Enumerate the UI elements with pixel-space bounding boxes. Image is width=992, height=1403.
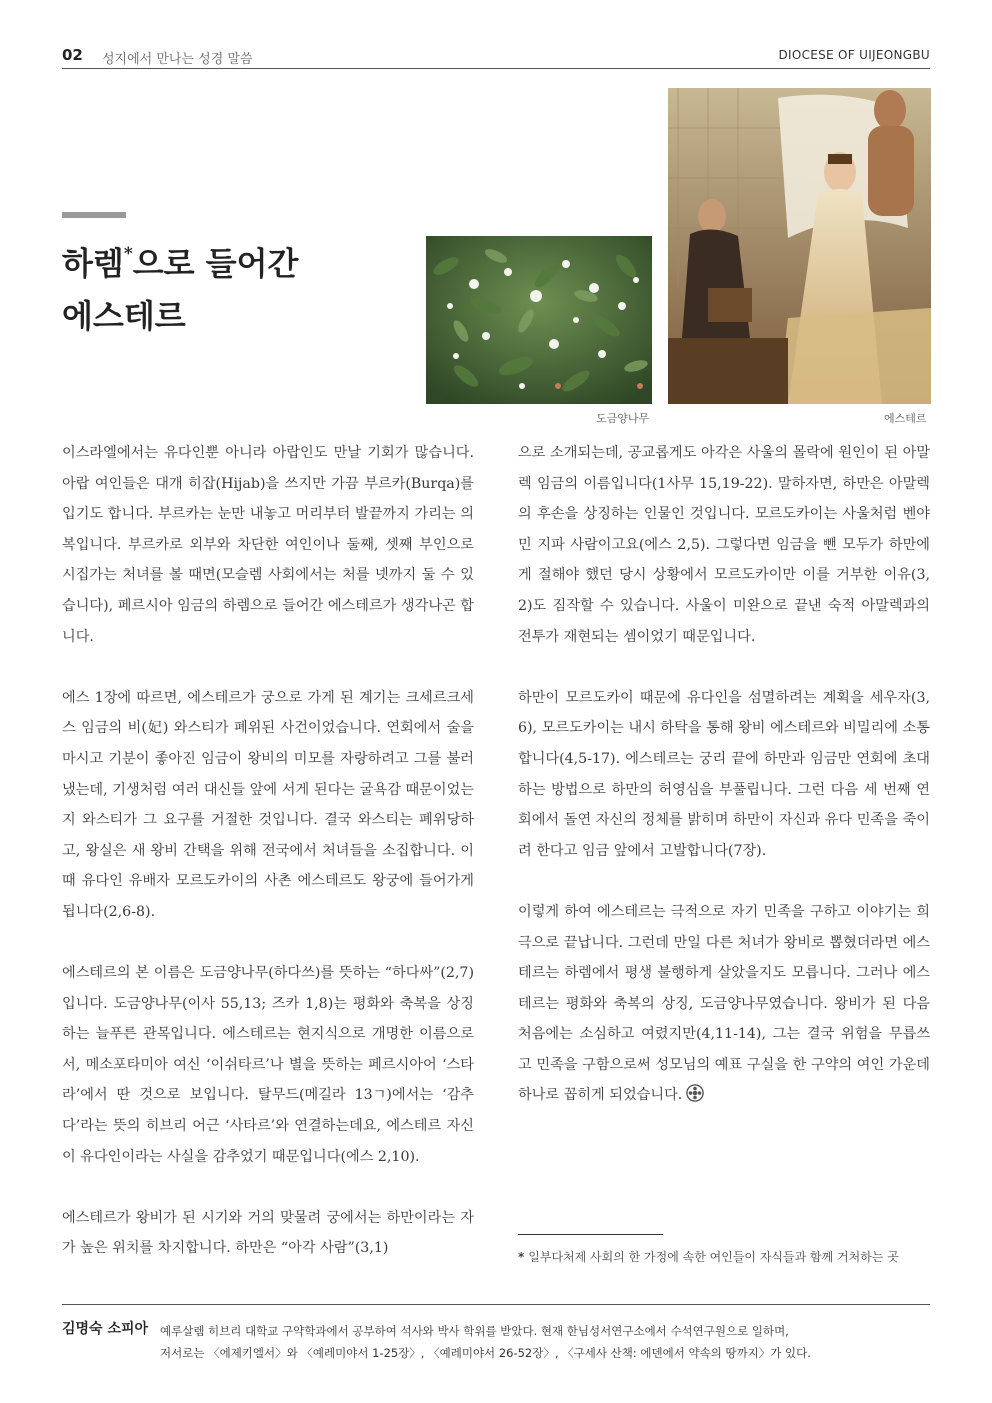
- paragraph: 하만이 모르도카이 때문에 유다인을 섬멸하려는 계획을 세우자(3,6), 모르도카이는 내시 하탁을 통해 왕비 에스테르와 비밀리에 소통합니다(4,5-17). 에스테르는 궁리 끝에 하만과 임금만 연회에 초대하는 방법으로 하만의 허영심을 부풀립니다. 그런 다음 세 번째 연회에서 돌연 자신의 정체를 밝히며 하만이 자신과 유다 민족을 죽이려 한다고 임금 앞에서 고발합니다(7장).: [518, 689, 930, 859]
- author-divider: [62, 1304, 930, 1305]
- paragraph: [518, 897, 930, 1111]
- page-number: 02: [62, 46, 83, 64]
- author-name: 김명숙 소피아: [62, 1321, 149, 1337]
- paragraph: 에스테르의 본 이름은 도금양나무(하다쓰)를 뜻하는 “하다싸”(2,7)입니다. 도금양나무(이사 55,13; 즈카 1,8)는 평화와 축복을 상징하는 늘푸른 관목입니다. 에스테르는 현지식으로 개명한 이름으로서, 메소포타미아 여신 ‘이쉬타르’나 별을 뜻하는 페르시아어 ‘스타라’에서 딴 것으로 보입니다. 탈무드(메길라 13ㄱ)에서는 ‘감추다’라는 뜻의 히브리 어근 ‘사타르’와 연결하는데요, 에스테르 자신이 유다인이라는 사실을 감추었기 때문입니다(에스 2,10).: [62, 965, 474, 1165]
- paragraph: 이스라엘에서는 유다인뿐 아니라 아랍인도 만날 기회가 많습니다. 아랍 여인들은 대개 히잡(Hijab)을 쓰지만 가끔 부르카(Burqa)를 입기도 합니다. 부르카는 눈만 내놓고 머리부터 발끝까지 가리는 의복입니다. 부르카로 외부와 차단한 여인이나 둘째, 셋째 부인으로 시집가는 처녀를 볼 때면(모슬렘 사회에서는 처를 넷까지 둘 수 있습니다), 페르시아 임금의 하렘으로 들어간 에스테르가 생각나곤 합니다.: [62, 445, 474, 645]
- title-footnote-mark: *: [123, 244, 133, 264]
- title-accent-bar: [62, 212, 126, 218]
- author-bio: [160, 1320, 930, 1364]
- footnote-text: 일부다처제 사회의 한 가정에 속한 여인들이 자식들과 함께 거처하는 곳: [528, 1250, 899, 1264]
- esther-caption: 에스테르: [884, 412, 927, 425]
- footnote-mark: *: [518, 1250, 525, 1264]
- esther-painting: [668, 88, 931, 404]
- section-title: 성지에서 만나는 성경 말씀: [102, 52, 253, 67]
- paragraph-text: 이렇게 하여 에스테르는 극적으로 자기 민족을 구하고 이야기는 희극으로 끝납니다. 그런데 만일 다른 처녀가 왕비로 뽑혔더라면 에스테르는 하렘에서 평생 불행하게 살았을지도 모릅니다. 그러나 에스테르는 평화와 축복의 상징, 도금양나무였습니다. 왕비가 된 다음 처음에는 소심하고 여렸지만(4,11-14), 그는 결국 위험을 무릅쓰고 민족을 구함으로써 성모님의 예표 구실을 한 구약의 여인 가운데 하나로 꼽히게 되었습니다.: [518, 903, 930, 1104]
- paragraph: 으로 소개되는데, 공교롭게도 아각은 사울의 몰락에 원인이 된 아말렉 임금의 이름입니다(1사무 15,19-22). 말하자면, 하만은 아말렉의 후손을 상징하는 인물인 것입니다. 모르도카이는 사울처럼 벤야민 지파 사람이고요(에스 2,5). 그렇다면 임금을 뺀 모두가 하만에게 절해야 했던 당시 상황에서 모르도카이만 이를 거부한 이유(3,2)도 짐작할 수 있습니다. 사울이 미완으로 끝낸 숙적 아말렉과의 전투가 재현되는 셈이었기 때문입니다.: [518, 445, 930, 645]
- esther-illustration: [668, 88, 931, 404]
- paragraph: 에스 1장에 따르면, 에스테르가 궁으로 가게 된 계기는 크세르크세스 임금의 비(妃) 와스티가 폐위된 사건이었습니다. 연회에서 술을 마시고 기분이 좋아진 임금이 왕비의 미모를 자랑하려고 그를 불러냈는데, 기생처럼 여러 대신들 앞에 서게 된다는 굴욕감 때문이었는지 와스티가 그 요구를 거절한 것입니다. 결국 와스티는 폐위당하고, 왕실은 새 왕비 간택을 위해 전국에서 처녀들을 소집합니다. 이때 유다인 유배자 모르도카이의 사촌 에스테르도 왕궁에 들어가게 됩니다(2,6-8).: [62, 689, 474, 920]
- page-header: [62, 44, 930, 69]
- publisher-name: DIOCESE OF UIJEONGBU: [778, 48, 930, 62]
- title-line1-rest: 으로 들어간: [132, 244, 299, 283]
- author-bio-line: 예루살렘 히브리 대학교 구약학과에서 공부하여 석사와 박사 학위를 받았다. 현재 한님성서연구소에서 수석연구원으로 일하며,: [160, 1324, 789, 1338]
- paragraph: 에스테르가 왕비가 된 시기와 거의 맞물려 궁에서는 하만이라는 자가 높은 위치를 차지합니다. 하만은 “아각 사람”(3,1): [62, 1209, 474, 1257]
- myrtle-illustration: [426, 236, 652, 404]
- body-column-right: [518, 438, 930, 1142]
- body-column-left: [62, 438, 474, 1295]
- footnote-divider: [518, 1234, 663, 1235]
- title-line2: 에스테르: [62, 296, 186, 335]
- myrtle-caption: 도금양나무: [596, 412, 650, 425]
- footnote: [518, 1248, 930, 1265]
- title-line1: 하렘: [62, 244, 124, 283]
- end-ornament-icon: [686, 1084, 704, 1102]
- article-title: [62, 232, 392, 342]
- author-bio-line: 저서로는 〈에제키엘서〉와 〈예레미야서 1-25장〉, 〈예레미야서 26-52장〉, 〈구세사 산책: 에덴에서 약속의 땅까지〉가 있다.: [160, 1346, 811, 1360]
- myrtle-photo: [426, 236, 652, 404]
